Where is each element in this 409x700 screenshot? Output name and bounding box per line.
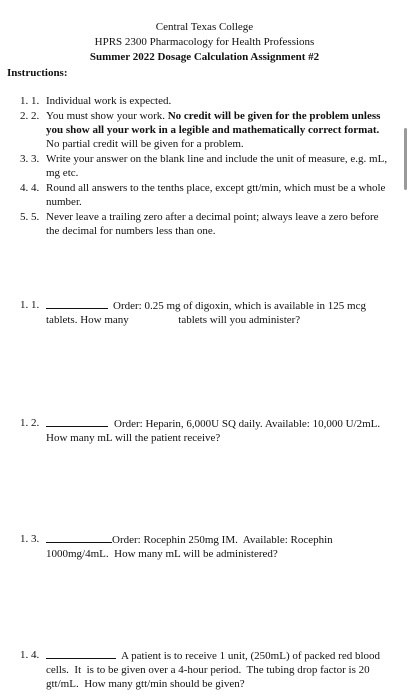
instruction-number: 2. 2. [20, 110, 40, 122]
instruction-item [0, 210, 400, 238]
question-number: 1. 1. [20, 299, 40, 311]
instructions-heading: Instructions: [7, 67, 68, 79]
instruction-number: 1. 1. [20, 95, 40, 107]
instruction-bold-text: No credit will be given for the problem unless you show all your work in a legible and mathematically correct format. [46, 110, 381, 136]
question-text: A patient is to receive 1 unit, (250mL) of packed red blood cells. It is to be given over a 4-hour period. The tubing drop factor is 20 gtt/mL. How many gtt/min should be given? [46, 650, 383, 690]
instruction-text-end: No partial credit will be given for a problem. [46, 138, 244, 150]
answer-blank[interactable] [46, 298, 108, 309]
instruction-text: Round all answers to the tenths place, except gtt/min, which must be a whole number. [46, 182, 386, 208]
instruction-item [0, 94, 400, 108]
question-text: Order: 0.25 mg of digoxin, which is available in 125 mcg tablets. How many tablets will you administer? [46, 300, 369, 326]
question-2 [0, 416, 404, 445]
question-4 [0, 648, 404, 691]
instruction-text: Never leave a trailing zero after a decimal point; always leave a zero before the decimal for numbers less than one. [46, 211, 379, 237]
instruction-number: 4. 4. [20, 182, 40, 194]
college-name: Central Texas College [155, 21, 254, 33]
assignment-title: Summer 2022 Dosage Calculation Assignment #2 [89, 51, 320, 63]
question-number: 1. 2. [20, 417, 40, 429]
instruction-number: 3. 3. [20, 153, 40, 165]
question-text: Order: Heparin, 6,000U SQ daily. Available: 10,000 U/2mL. How many mL will the patient receive? [46, 418, 381, 444]
instruction-text: Individual work is expected. [46, 95, 172, 107]
document-header [0, 20, 409, 65]
vertical-scrollbar[interactable] [404, 128, 407, 190]
instruction-item [0, 152, 400, 180]
instruction-item [0, 109, 400, 151]
course-title: HPRS 2300 Pharmacology for Health Professions [94, 36, 315, 48]
instruction-text: You must show your work. [46, 110, 168, 122]
instruction-text: Write your answer on the blank line and include the unit of measure, e.g. mL, mg etc. [46, 153, 388, 179]
answer-blank[interactable] [46, 532, 112, 543]
instruction-number: 5. 5. [20, 211, 40, 223]
instruction-item [0, 181, 400, 209]
instructions-list [0, 94, 400, 239]
question-3 [0, 532, 404, 561]
question-text: Order: Rocephin 250mg IM. Available: Rocephin 1000mg/4mL. How many mL will be administered? [46, 534, 336, 560]
answer-blank[interactable] [46, 416, 108, 427]
question-number: 1. 4. [20, 649, 40, 661]
question-1 [0, 298, 404, 327]
question-number: 1. 3. [20, 533, 40, 545]
answer-blank[interactable] [46, 648, 116, 659]
